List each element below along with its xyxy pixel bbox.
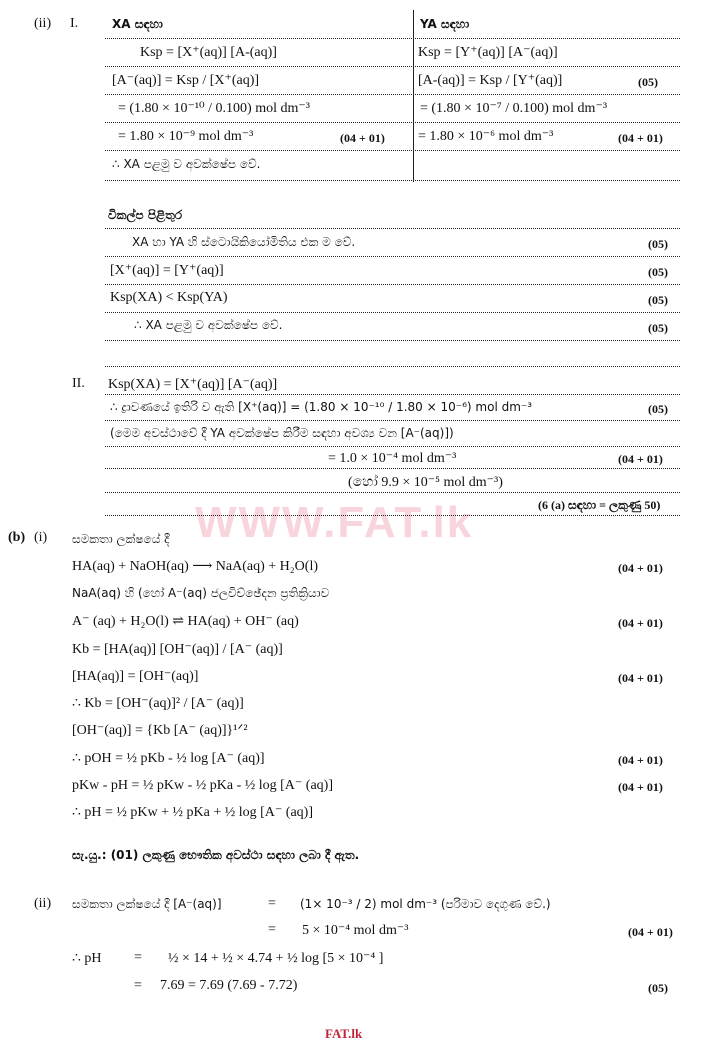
alt-line-4: ∴ XA පළමු ව අවක්ෂේප වේ. <box>134 318 283 332</box>
ya-ksp: Ksp = [Y⁺(aq)] [A⁻(aq)] <box>418 45 558 60</box>
dotted-rule <box>105 366 680 367</box>
hydrolysis-heading: NaA(aq) හි (හෝ A⁻(aq) ජලවිච්ඡේදන ප්‍රතික්‍රියාව <box>72 586 330 600</box>
ya-calculation: = (1.80 × 10⁻⁷ / 0.100) mol dm⁻³ <box>420 101 608 116</box>
ii-line-1-equals: = <box>268 896 276 911</box>
ya-result-mark: (04 + 01) <box>618 131 663 145</box>
poh-expression: ∴ pOH = ½ pKb - ½ log [A⁻ (aq)] <box>72 751 265 766</box>
oh-concentration: [OH⁻(aq)] = {Kb [A⁻ (aq)]}¹ᐟ² <box>72 723 248 738</box>
ii-line-4-mark: (05) <box>648 981 668 995</box>
dotted-rule <box>105 492 680 493</box>
ii-line-3-label: ∴ pH <box>72 951 102 966</box>
ya-heading: YA සඳහා <box>420 17 470 31</box>
dotted-rule <box>105 256 680 257</box>
reaction-2-mark: (04 + 01) <box>618 616 663 630</box>
pkw-expression-mark: (04 + 01) <box>618 780 663 794</box>
physical-state-note: සැ.යු.: (01) ලකුණු භෞතික අවස්ථා සඳහා ලබා දී ඇත. <box>72 848 360 862</box>
pkw-expression: pKw - pH = ½ pKw - ½ pKa - ½ log [A⁻ (aq)] <box>72 778 334 793</box>
alt-line-1-mark: (05) <box>648 237 668 251</box>
reaction-1-mark: (04 + 01) <box>618 561 663 575</box>
poh-expression-mark: (04 + 01) <box>618 753 663 767</box>
dotted-rule <box>105 284 680 285</box>
dotted-rule <box>105 66 680 67</box>
label-b: (b) <box>8 530 26 545</box>
label-ii: (ii) <box>34 16 52 31</box>
II-line-5: (හෝ 9.9 × 10⁻⁵ mol dm⁻³) <box>348 475 503 490</box>
label-b-i: (i) <box>34 530 48 545</box>
xa-ksp: Ksp = [X⁺(aq)] [A-(aq)] <box>140 45 277 60</box>
kb-simplified: ∴ Kb = [OH⁻(aq)]² / [A⁻ (aq)] <box>72 696 244 711</box>
II-line-1: Ksp(XA) = [X⁺(aq)] [A⁻(aq)] <box>108 377 278 392</box>
xa-heading: XA සඳහා <box>112 17 163 31</box>
alt-line-2: [X⁺(aq)] = [Y⁺(aq)] <box>110 263 224 278</box>
dotted-rule <box>105 394 680 395</box>
label-II: II. <box>72 376 85 391</box>
column-divider <box>413 10 414 182</box>
equivalence-heading: සමකතා ලක්ෂයේ දී <box>72 532 170 546</box>
xa-expression: [A⁻(aq)] = Ksp / [X⁺(aq)] <box>112 73 260 88</box>
ph-expression: ∴ pH = ½ pKw + ½ pKa + ½ log [A⁻ (aq)] <box>72 805 314 820</box>
ii-line-1-value: (1× 10⁻³ / 2) mol dm⁻³ (පරිමාව දෙගුණ වේ.) <box>300 897 551 911</box>
xa-result: = 1.80 × 10⁻⁹ mol dm⁻³ <box>118 129 254 144</box>
ii-line-3-equals: = <box>134 950 142 965</box>
dotted-rule <box>105 150 680 151</box>
alt-line-3-mark: (05) <box>648 293 668 307</box>
reaction-1: HA(aq) + NaOH(aq) ⟶ NaA(aq) + H₂O(l) <box>72 559 318 574</box>
dotted-rule <box>105 94 680 95</box>
ii-line-2-equals: = <box>268 922 276 937</box>
ii-line-4-equals: = <box>134 978 142 993</box>
ii-line-2-mark: (04 + 01) <box>628 925 673 939</box>
dotted-rule <box>105 340 680 341</box>
dotted-rule <box>105 468 680 469</box>
dotted-rule <box>105 180 680 181</box>
dotted-rule <box>105 312 680 313</box>
II-line-2: ∴ ද්‍රාවණයේ ඉතිරි ව ඇති [X⁺(aq)] = (1.80 × 10⁻¹⁰ / 1.80 × 10⁻⁶) mol dm⁻³ <box>110 400 533 414</box>
reaction-2: A⁻ (aq) + H₂O(l) ⇌ HA(aq) + OH⁻ (aq) <box>72 614 299 629</box>
ha-oh-equality: [HA(aq)] = [OH⁻(aq)] <box>72 669 199 684</box>
ya-result: = 1.80 × 10⁻⁶ mol dm⁻³ <box>418 129 554 144</box>
dotted-rule <box>105 420 680 421</box>
footer-brand: FAT.lk <box>325 1026 363 1041</box>
label-I: I. <box>70 16 79 31</box>
ii-line-3-value: ½ × 14 + ½ × 4.74 + ½ log [5 × 10⁻⁴ ] <box>168 951 384 966</box>
ii-line-2-value: 5 × 10⁻⁴ mol dm⁻³ <box>302 923 409 938</box>
II-line-4: = 1.0 × 10⁻⁴ mol dm⁻³ <box>328 451 457 466</box>
II-line-2-mark: (05) <box>648 402 668 416</box>
ii-line-1-label: සමකතා ලක්ෂයේ දී [A⁻(aq)] <box>72 897 222 911</box>
alt-line-3: Ksp(XA) < Ksp(YA) <box>110 290 228 305</box>
II-line-3: (මෙම අවස්ථාවේ දී YA අවක්ෂේප කිරීම සඳහා අවශ්‍ය වන [A⁻(aq)]) <box>110 426 454 440</box>
dotted-rule <box>105 515 680 516</box>
dotted-rule <box>105 446 680 447</box>
part-a-total: (6 (a) සඳහා = ලකුණු 50) <box>538 498 661 512</box>
II-line-4-mark: (04 + 01) <box>618 452 663 466</box>
xa-conclusion: ∴ XA පළමු ව අවක්ෂේප වේ. <box>112 157 261 171</box>
label-b-ii: (ii) <box>34 896 52 911</box>
watermark: WWW.FAT.lk <box>195 498 474 547</box>
kb-expression: Kb = [HA(aq)] [OH⁻(aq)] / [A⁻ (aq)] <box>72 642 283 657</box>
dotted-rule <box>105 38 680 39</box>
dotted-rule <box>105 228 680 229</box>
ha-oh-equality-mark: (04 + 01) <box>618 671 663 685</box>
alt-line-4-mark: (05) <box>648 321 668 335</box>
ii-line-4-value: 7.69 = 7.69 (7.69 - 7.72) <box>160 978 298 993</box>
ya-expression: [A-(aq)] = Ksp / [Y⁺(aq)] <box>418 73 563 88</box>
alternative-heading: විකල්ප පිළිතුර <box>108 208 183 222</box>
xa-calculation: = (1.80 × 10⁻¹⁰ / 0.100) mol dm⁻³ <box>118 101 310 116</box>
mark-05: (05) <box>638 75 658 89</box>
dotted-rule <box>105 122 680 123</box>
alt-line-1: XA හා YA හි ස්ටොයිකියෝමිතිය එක ම වේ. <box>132 235 356 249</box>
xa-result-mark: (04 + 01) <box>340 131 385 145</box>
alt-line-2-mark: (05) <box>648 265 668 279</box>
